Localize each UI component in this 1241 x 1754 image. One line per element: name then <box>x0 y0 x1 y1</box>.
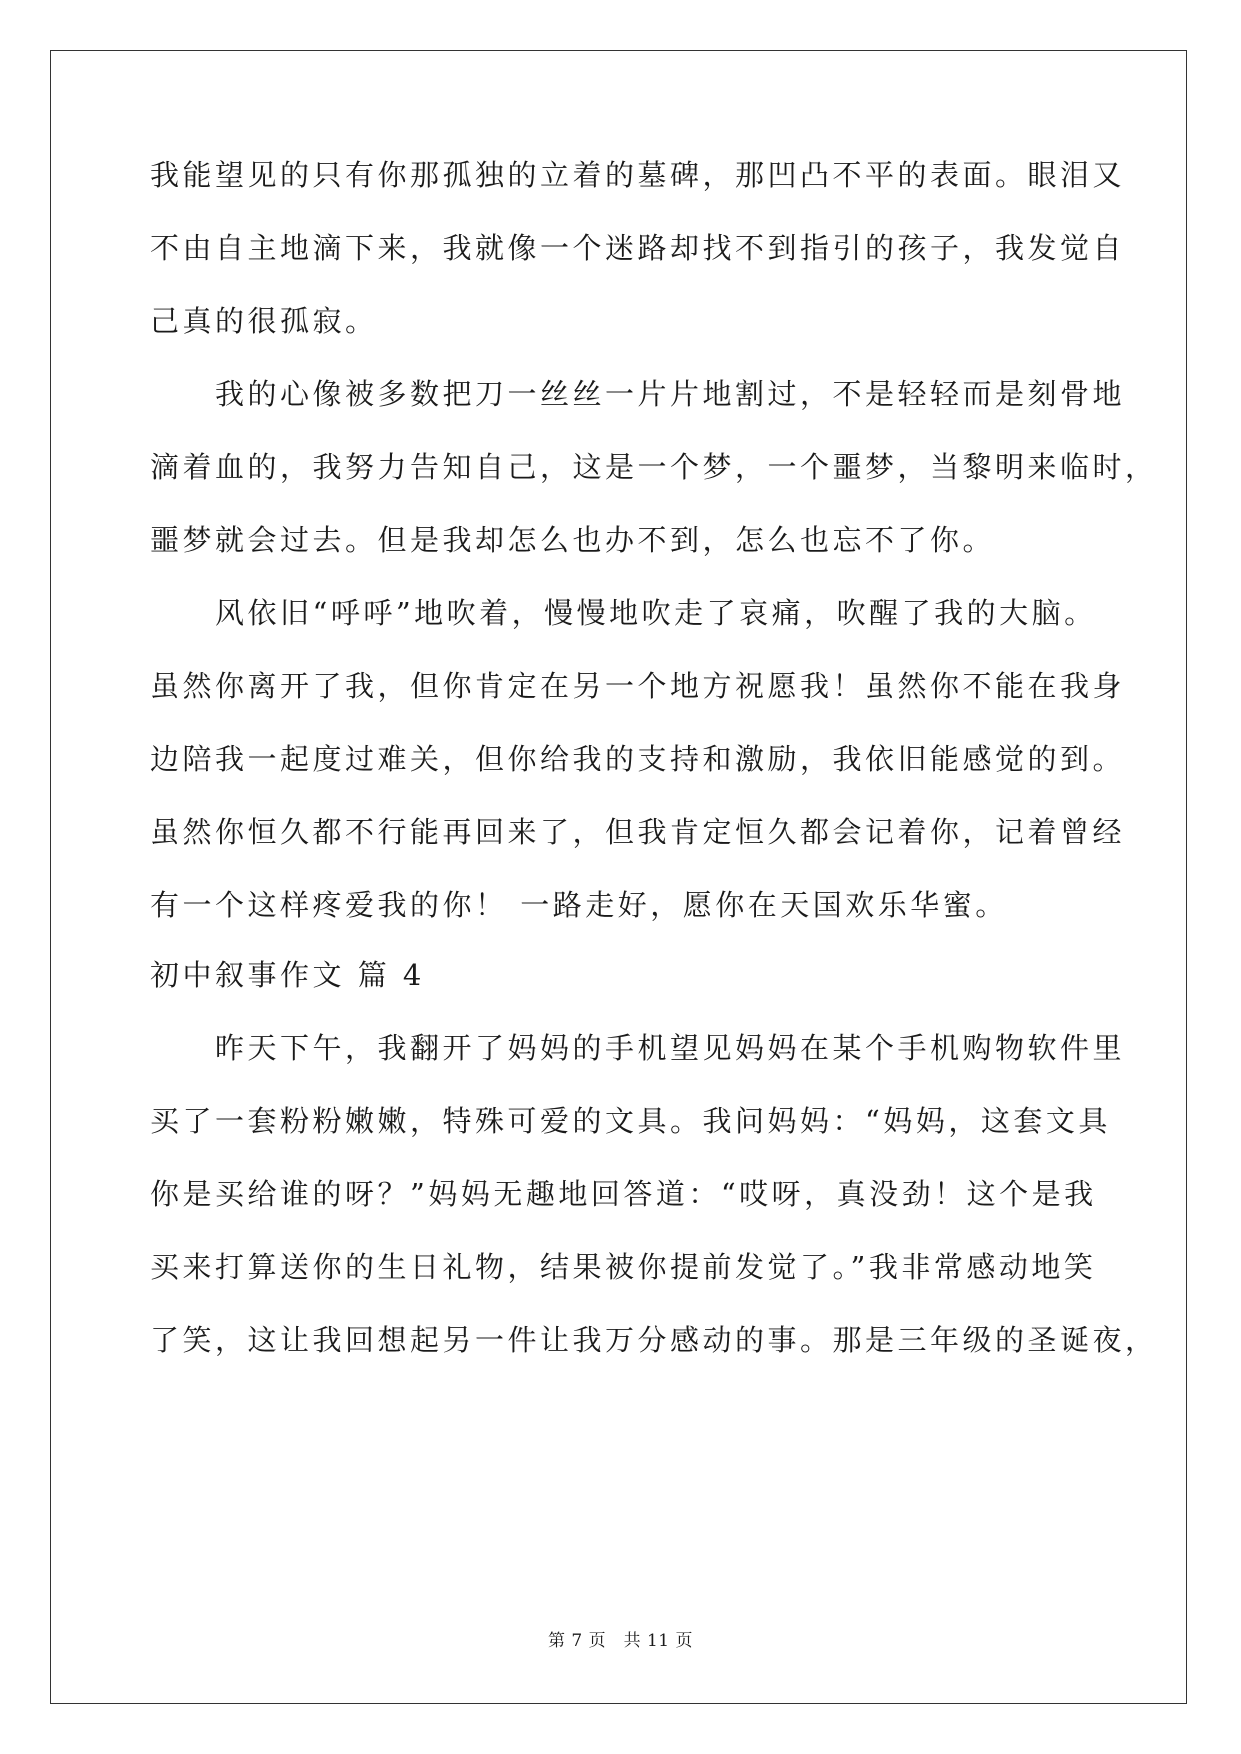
page-number: 第 7 页 共 11 页 <box>547 1631 694 1651</box>
text-line: 有一个这样疼爱我的你！ 一路走好，愿你在天国欢乐华蜜。 <box>150 888 1008 922</box>
text-line: 买了一套粉粉嫩嫩，特殊可爱的文具。我问妈妈：“妈妈，这套文具 <box>150 1104 1111 1138</box>
text-line: 己真的很孤寂。 <box>150 304 378 338</box>
text-line: 我能望见的只有你那孤独的立着的墓碑，那凹凸不平的表面。眼泪又 <box>150 158 1126 192</box>
text-line: 不由自主地滴下来，我就像一个迷路却找不到指引的孩子，我发觉自 <box>150 231 1126 265</box>
text-line: 虽然你恒久都不行能再回来了，但我肯定恒久都会记着你，记着曾经 <box>150 815 1126 849</box>
text-line: 噩梦就会过去。但是我却怎么也办不到，怎么也忘不了你。 <box>150 523 996 557</box>
text-line: 我的心像被多数把刀一丝丝一片片地割过，不是轻轻而是刻骨地 <box>150 377 1126 411</box>
text-line: 虽然你离开了我，但你肯定在另一个地方祝愿我！虽然你不能在我身 <box>150 669 1126 703</box>
text-line: 边陪我一起度过难关，但你给我的支持和激励，我依旧能感觉的到。 <box>150 742 1126 776</box>
section-heading: 初中叙事作文 篇 4 <box>150 958 425 992</box>
text-line: 昨天下午，我翻开了妈妈的手机望见妈妈在某个手机购物软件里 <box>150 1031 1126 1065</box>
text-line: 风依旧“呼呼”地吹着，慢慢地吹走了哀痛，吹醒了我的大脑。 <box>150 596 1097 630</box>
text-line: 了笑，这让我回想起另一件让我万分感动的事。那是三年级的圣诞夜， <box>150 1323 1158 1357</box>
text-line: 你是买给谁的呀？”妈妈无趣地回答道：“哎呀，真没劲！这个是我 <box>150 1177 1097 1211</box>
text-line: 买来打算送你的生日礼物，结果被你提前发觉了。”我非常感动地笑 <box>150 1250 1097 1284</box>
page-border <box>50 50 1187 1704</box>
text-line: 滴着血的，我努力告知自己，这是一个梦，一个噩梦，当黎明来临时， <box>150 450 1158 484</box>
